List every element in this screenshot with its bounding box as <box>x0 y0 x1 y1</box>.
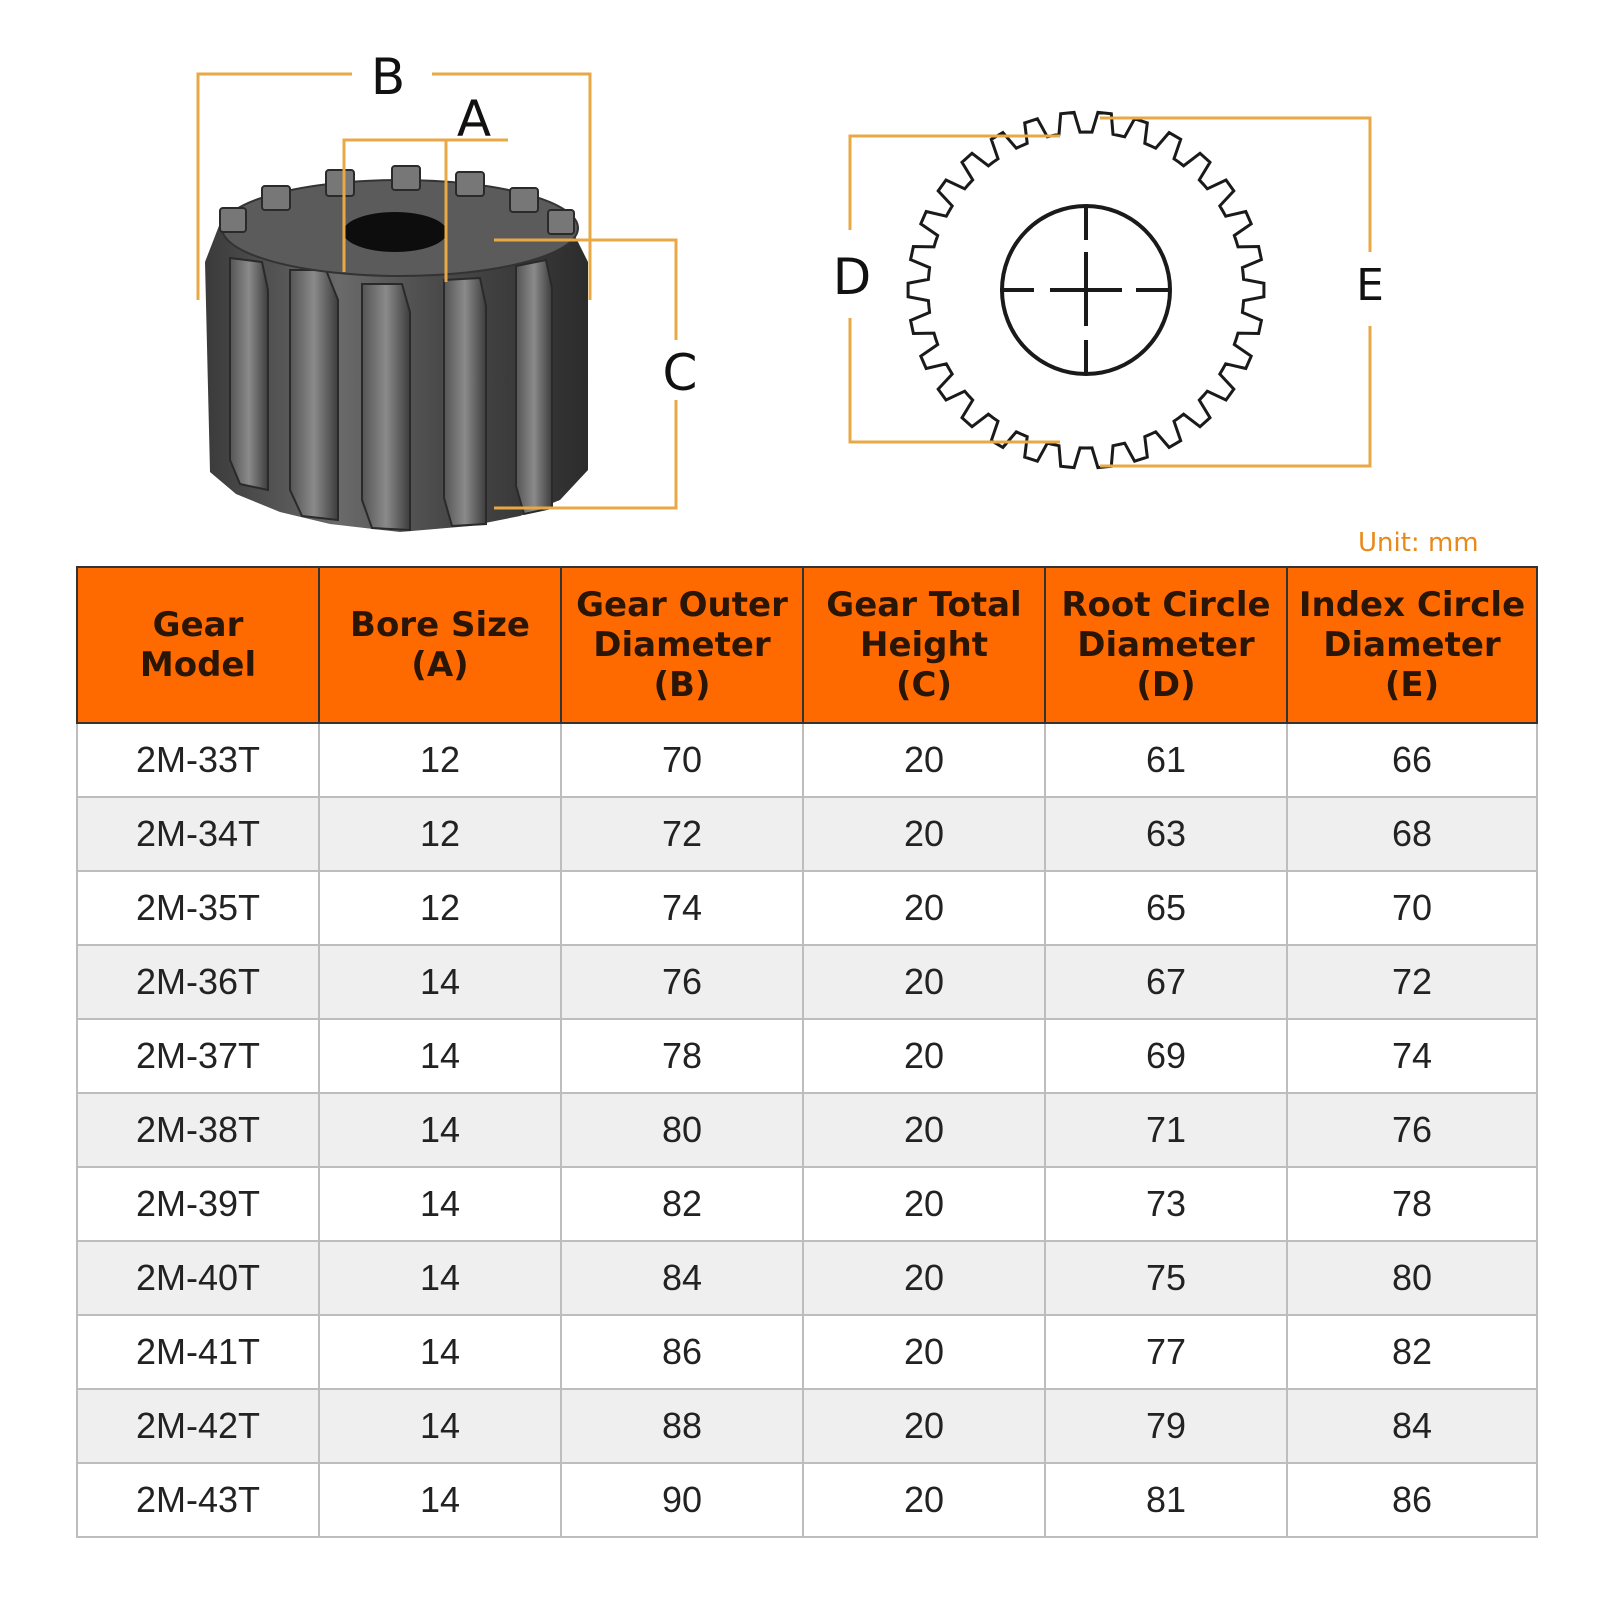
header-line: Diameter <box>1077 625 1255 665</box>
cell-root-circle: 69 <box>1045 1019 1287 1093</box>
table-header-row <box>77 567 1537 723</box>
unit-label: Unit: mm <box>1358 528 1479 558</box>
header-line: (B) <box>653 665 711 705</box>
cell-root-circle: 81 <box>1045 1463 1287 1537</box>
cell-index-circle: 76 <box>1287 1093 1537 1167</box>
header-line: (A) <box>411 645 469 685</box>
cell-bore-size: 14 <box>319 1463 561 1537</box>
cell-bore-size: 14 <box>319 1167 561 1241</box>
cell-bore-size: 12 <box>319 797 561 871</box>
header-line: (E) <box>1384 665 1440 705</box>
cell-outer-diameter: 88 <box>561 1389 803 1463</box>
table-row <box>77 1019 1537 1093</box>
cell-gear-model: 2M-35T <box>77 871 319 945</box>
table-row <box>77 1241 1537 1315</box>
cell-total-height: 20 <box>803 1389 1045 1463</box>
cell-gear-model: 2M-36T <box>77 945 319 1019</box>
gear-outline-drawing <box>908 112 1264 467</box>
header-line: (C) <box>895 665 953 705</box>
cell-root-circle: 75 <box>1045 1241 1287 1315</box>
spur-gear-photo <box>205 166 588 532</box>
cell-total-height: 20 <box>803 723 1045 797</box>
header-bore-size <box>319 567 561 723</box>
cell-total-height: 20 <box>803 797 1045 871</box>
header-line: Gear Outer <box>576 585 788 625</box>
cell-index-circle: 78 <box>1287 1167 1537 1241</box>
cell-gear-model: 2M-39T <box>77 1167 319 1241</box>
header-line: Index Circle <box>1298 585 1526 625</box>
label-c: C <box>662 344 698 402</box>
cell-index-circle: 86 <box>1287 1463 1537 1537</box>
header-index-circle <box>1287 567 1537 723</box>
label-d: D <box>832 248 872 306</box>
cell-root-circle: 67 <box>1045 945 1287 1019</box>
header-line: (D) <box>1136 665 1196 705</box>
cell-outer-diameter: 82 <box>561 1167 803 1241</box>
header-line: Gear <box>152 605 244 645</box>
cell-gear-model: 2M-41T <box>77 1315 319 1389</box>
cell-gear-model: 2M-40T <box>77 1241 319 1315</box>
table-row <box>77 1093 1537 1167</box>
cell-total-height: 20 <box>803 945 1045 1019</box>
cell-outer-diameter: 70 <box>561 723 803 797</box>
table-row <box>77 797 1537 871</box>
table-row <box>77 1167 1537 1241</box>
header-line: Bore Size <box>350 605 530 645</box>
cell-gear-model: 2M-33T <box>77 723 319 797</box>
cell-outer-diameter: 84 <box>561 1241 803 1315</box>
cell-total-height: 20 <box>803 1167 1045 1241</box>
cell-root-circle: 63 <box>1045 797 1287 871</box>
header-line: Diameter <box>593 625 771 665</box>
cell-bore-size: 14 <box>319 1241 561 1315</box>
cell-bore-size: 14 <box>319 1389 561 1463</box>
cell-root-circle: 79 <box>1045 1389 1287 1463</box>
cell-root-circle: 65 <box>1045 871 1287 945</box>
cell-outer-diameter: 74 <box>561 871 803 945</box>
label-a: A <box>456 90 492 148</box>
cell-outer-diameter: 78 <box>561 1019 803 1093</box>
cell-total-height: 20 <box>803 871 1045 945</box>
cell-index-circle: 66 <box>1287 723 1537 797</box>
cell-bore-size: 12 <box>319 723 561 797</box>
gear-diagram <box>0 0 1600 560</box>
cell-gear-model: 2M-34T <box>77 797 319 871</box>
cell-outer-diameter: 76 <box>561 945 803 1019</box>
table-row <box>77 1389 1537 1463</box>
cell-index-circle: 72 <box>1287 945 1537 1019</box>
header-line: Model <box>139 645 257 685</box>
gear-spec-table <box>76 566 1538 1538</box>
cell-gear-model: 2M-42T <box>77 1389 319 1463</box>
cell-root-circle: 61 <box>1045 723 1287 797</box>
cell-outer-diameter: 80 <box>561 1093 803 1167</box>
label-b: B <box>370 48 406 106</box>
cell-total-height: 20 <box>803 1019 1045 1093</box>
table-row <box>77 1463 1537 1537</box>
cell-outer-diameter: 86 <box>561 1315 803 1389</box>
cell-bore-size: 14 <box>319 1093 561 1167</box>
cell-bore-size: 14 <box>319 1019 561 1093</box>
cell-outer-diameter: 90 <box>561 1463 803 1537</box>
bore-hole <box>343 212 447 252</box>
header-root-circle <box>1045 567 1287 723</box>
cell-gear-model: 2M-38T <box>77 1093 319 1167</box>
cell-outer-diameter: 72 <box>561 797 803 871</box>
cell-root-circle: 73 <box>1045 1167 1287 1241</box>
cell-index-circle: 80 <box>1287 1241 1537 1315</box>
cell-total-height: 20 <box>803 1241 1045 1315</box>
cell-total-height: 20 <box>803 1463 1045 1537</box>
gear-diagram-svg <box>0 0 1600 560</box>
cell-index-circle: 74 <box>1287 1019 1537 1093</box>
table-row <box>77 723 1537 797</box>
cell-total-height: 20 <box>803 1315 1045 1389</box>
header-outer-diameter <box>561 567 803 723</box>
cell-index-circle: 84 <box>1287 1389 1537 1463</box>
cell-bore-size: 14 <box>319 945 561 1019</box>
header-line: Diameter <box>1323 625 1501 665</box>
table-row <box>77 871 1537 945</box>
table-row <box>77 1315 1537 1389</box>
cell-total-height: 20 <box>803 1093 1045 1167</box>
cell-gear-model: 2M-37T <box>77 1019 319 1093</box>
header-gear-model <box>77 567 319 723</box>
cell-root-circle: 77 <box>1045 1315 1287 1389</box>
cell-gear-model: 2M-43T <box>77 1463 319 1537</box>
label-e: E <box>1356 260 1384 311</box>
cell-bore-size: 12 <box>319 871 561 945</box>
cell-index-circle: 70 <box>1287 871 1537 945</box>
header-line: Height <box>860 625 988 665</box>
cell-root-circle: 71 <box>1045 1093 1287 1167</box>
cell-index-circle: 82 <box>1287 1315 1537 1389</box>
cell-bore-size: 14 <box>319 1315 561 1389</box>
header-line: Root Circle <box>1061 585 1271 625</box>
table-row <box>77 945 1537 1019</box>
cell-index-circle: 68 <box>1287 797 1537 871</box>
header-total-height <box>803 567 1045 723</box>
header-line: Gear Total <box>826 585 1022 625</box>
